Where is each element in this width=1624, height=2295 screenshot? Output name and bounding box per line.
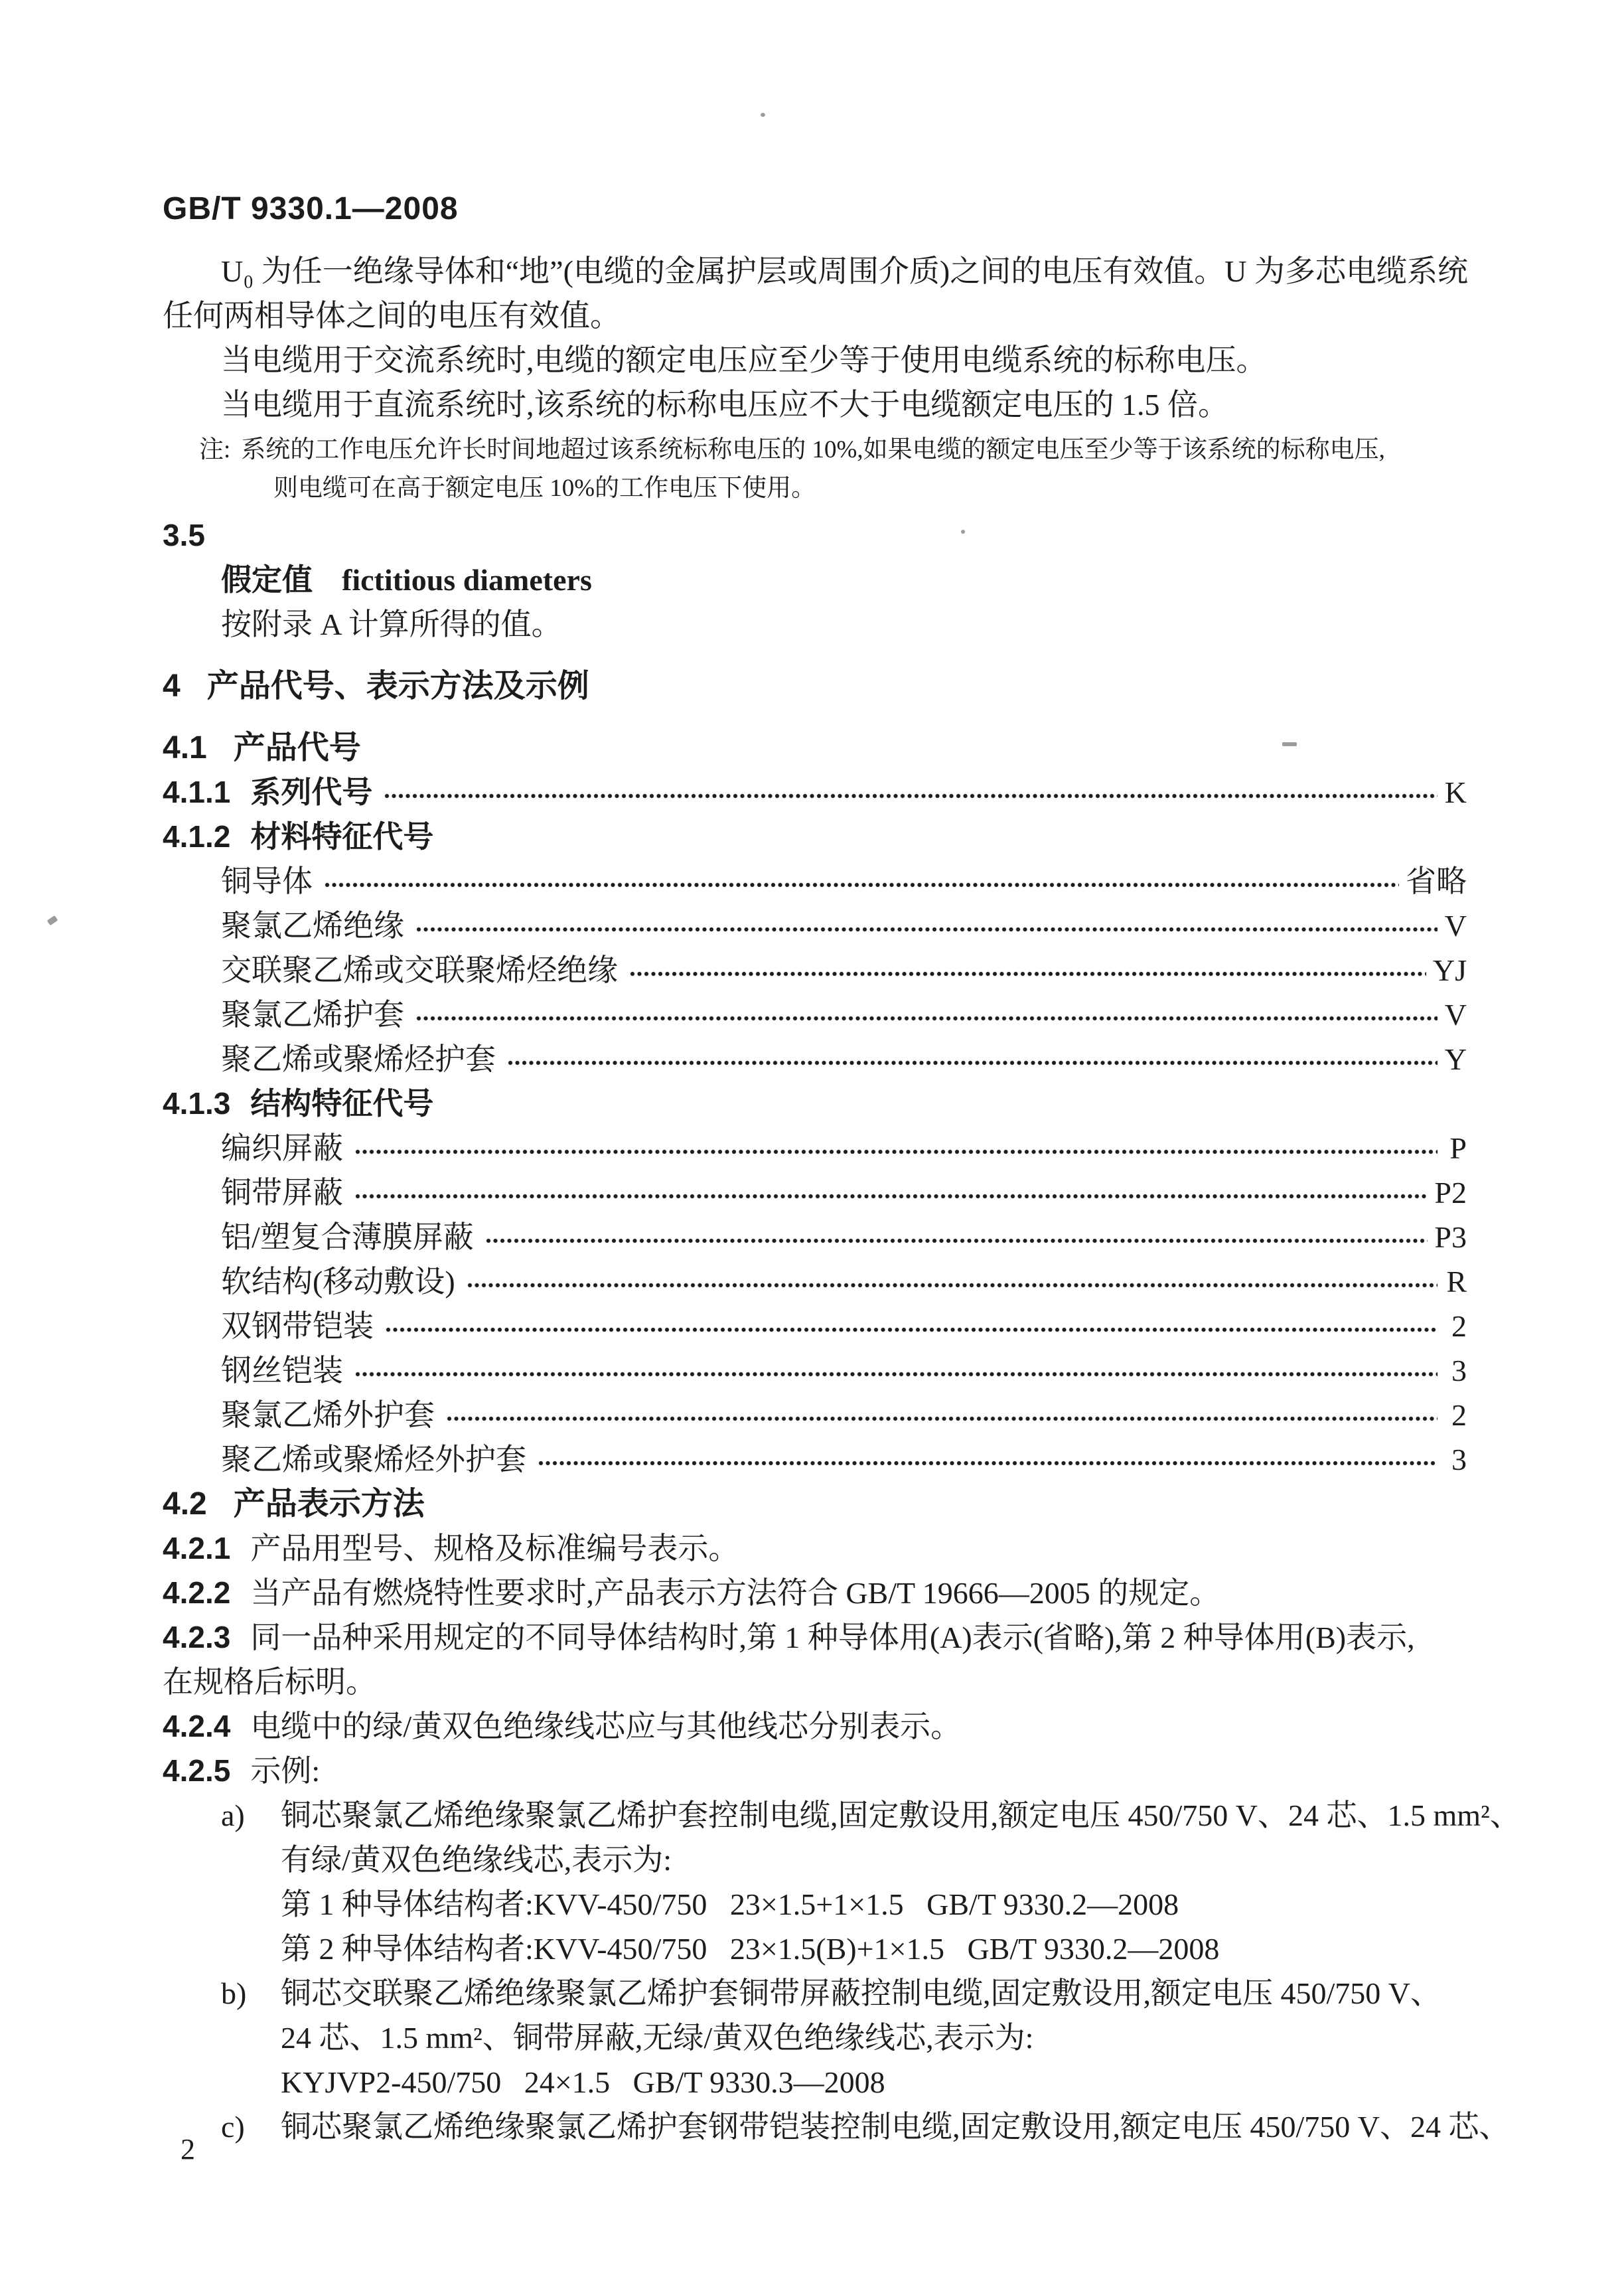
- dotted-leader: [355, 1348, 1438, 1393]
- code-list-row: 聚乙烯或聚烯烃外护套 3: [163, 1437, 1467, 1482]
- dotted-leader: [384, 770, 1438, 815]
- code-list-row: 4.1.3 结构特征代号: [163, 1086, 434, 1121]
- code-list-row: 铜导体 省略: [163, 859, 1467, 904]
- clause-3-5-number: 3.5: [163, 518, 205, 552]
- dotted-leader: [467, 1259, 1438, 1304]
- term-chinese: 假定值: [221, 562, 313, 597]
- clause-4-2-2: 4.2.2 当产品有燃烧特性要求时,产品表示方法符合 GB/T 19666—2005 的规定。: [163, 1575, 1220, 1610]
- code-list-row: 聚氯乙烯护套 V: [163, 992, 1467, 1037]
- clause-4-number: 4: [163, 669, 181, 704]
- ac-system-paragraph: 当电缆用于交流系统时,电缆的额定电压应至少等于使用电缆系统的标称电压。: [221, 343, 1267, 377]
- spacer: [163, 708, 1467, 726]
- example-c-marker: c): [221, 2110, 245, 2144]
- example-b: [163, 1971, 1467, 2104]
- code-value: 3: [1451, 1443, 1467, 1476]
- clause-4-heading: [163, 664, 1467, 708]
- note-line1: [199, 431, 1467, 469]
- scan-artifact: [761, 113, 765, 117]
- code-value: YJ: [1432, 953, 1467, 987]
- code-list-row: 交联聚乙烯或交联聚烯烃绝缘 YJ: [163, 948, 1467, 992]
- clause-4-2-title: 产品表示方法: [233, 1486, 425, 1522]
- dotted-leader: [447, 1393, 1438, 1437]
- dotted-leader: [325, 859, 1399, 904]
- code-list-row: 铜带屏蔽 P2: [163, 1170, 1467, 1215]
- code-value: V: [1444, 998, 1467, 1032]
- clause-4-1-heading: [163, 726, 1467, 770]
- code-value: 2: [1451, 1309, 1467, 1343]
- code-list-row: 4.1.2 材料特征代号: [163, 819, 434, 854]
- clause-4-1-number: 4.1: [163, 730, 207, 765]
- code-list-row: 编织屏蔽 P: [163, 1126, 1467, 1170]
- example-a: [163, 1793, 1520, 1971]
- dotted-leader: [355, 1170, 1428, 1215]
- code-list-row: 软结构(移动敷设) R: [163, 1259, 1467, 1304]
- example-a-line1: a) 铜芯聚氯乙烯绝缘聚氯乙烯护套控制电缆,固定敷设用,额定电压 450/750 V、24 芯、1.5 mm²、: [281, 1793, 1467, 1838]
- code-value: P3: [1434, 1220, 1467, 1254]
- code-list-row: 钢丝铠装 3: [163, 1348, 1467, 1393]
- doc-number-header: GB/T 9330.1—2008: [163, 191, 459, 226]
- dotted-leader: [416, 992, 1438, 1037]
- spacer: [163, 647, 1467, 664]
- code-list-row: 聚氯乙烯外护套 2: [163, 1393, 1467, 1437]
- clause-4-2-number: 4.2: [163, 1486, 207, 1522]
- dotted-leader: [486, 1215, 1428, 1259]
- dotted-leader: [630, 948, 1426, 992]
- example-b-marker: b): [221, 1976, 247, 2010]
- code-value: 3: [1451, 1354, 1467, 1387]
- definition-paragraph-line1: U₀ 为任一绝缘导体和“地”(电缆的金属护层或周围介质)之间的电压有效值。U 为多芯电缆系统: [221, 254, 1468, 288]
- code-value: 省略: [1406, 864, 1467, 898]
- code-value: K: [1444, 775, 1467, 809]
- example-a-designation1: 第 1 种导体结构者:KVV-450/750 23×1.5+1×1.5 GB/T 9330.2—2008: [281, 1887, 1179, 1921]
- definition-paragraph-line2: 任何两相导体之间的电压有效值。: [163, 299, 621, 333]
- example-b-line2: 24 芯、1.5 mm²、铜带屏蔽,无绿/黄双色绝缘线芯,表示为:: [281, 2021, 1034, 2055]
- clause-4-2-3-line1: 4.2.3 同一品种采用规定的不同导体结构时,第 1 种导体用(A)表示(省略),第 2 种导体用(B)表示,: [163, 1620, 1415, 1654]
- clause-4-2-3-line2: 在规格后标明。: [163, 1665, 376, 1699]
- code-value: P: [1449, 1131, 1467, 1165]
- scan-artifact: [1282, 742, 1297, 746]
- code-list-row: 双钢带铠装 2: [163, 1304, 1467, 1348]
- note-label: 注:: [199, 436, 231, 463]
- term-english: fictitious diameters: [342, 563, 592, 597]
- dotted-leader: [355, 1126, 1438, 1170]
- example-a-line2: 有绿/黄双色绝缘线芯,表示为:: [281, 1843, 672, 1877]
- note-text-line2: 则电缆可在高于额定电压 10%的工作电压下使用。: [273, 475, 816, 502]
- dc-system-paragraph: 当电缆用于直流系统时,该系统的标称电压应不大于电缆额定电压的 1.5 倍。: [221, 388, 1228, 422]
- example-a-marker: a): [221, 1798, 245, 1832]
- code-value: 2: [1451, 1398, 1467, 1432]
- clause-4-title: 产品代号、表示方法及示例: [206, 669, 589, 704]
- spacer: [163, 229, 1467, 249]
- code-list-row: 聚乙烯或聚烯烃护套 Y: [163, 1037, 1467, 1081]
- example-b-designation: KYJVP2-450/750 24×1.5 GB/T 9330.3—2008: [281, 2065, 885, 2099]
- scan-artifact: [47, 915, 58, 925]
- dotted-leader: [386, 1304, 1438, 1348]
- note-text-line1: 系统的工作电压允许长时间地超过该系统标称电压的 10%,如果电缆的额定电压至少等于该系统的标称电压,: [241, 436, 1385, 463]
- clause-4-1-title: 产品代号: [233, 730, 361, 765]
- example-c: [163, 2104, 1510, 2149]
- code-value: P2: [1434, 1176, 1467, 1210]
- scan-artifact: [961, 530, 965, 534]
- term-definition: 按附录 A 计算所得的值。: [221, 607, 562, 641]
- example-c-line1: c) 铜芯聚氯乙烯绝缘聚氯乙烯护套钢带铠装控制电缆,固定敷设用,额定电压 450/750 V、24 芯、: [281, 2104, 1467, 2149]
- code-list-row: 聚氯乙烯绝缘 V: [163, 904, 1467, 948]
- code-value: R: [1446, 1265, 1467, 1299]
- example-a-designation2: 第 2 种导体结构者:KVV-450/750 23×1.5(B)+1×1.5 GB/T 9330.2—2008: [281, 1932, 1220, 1966]
- term-line: [163, 558, 1467, 602]
- code-value: Y: [1444, 1042, 1467, 1076]
- clause-4-2-5: 4.2.5 示例:: [163, 1753, 321, 1788]
- note-block: [163, 431, 1467, 508]
- page-number: 2: [181, 2133, 195, 2166]
- clause-4-2-heading: [163, 1482, 1467, 1526]
- example-b-line1: b) 铜芯交联聚乙烯绝缘聚氯乙烯护套铜带屏蔽控制电缆,固定敷设用,额定电压 450/750 V、: [281, 1971, 1467, 2016]
- page-content: [163, 189, 1520, 2149]
- code-list-row: 4.1.1 系列代号 K: [163, 770, 1467, 815]
- clause-4-2-1: 4.2.1 产品用型号、规格及标准编号表示。: [163, 1531, 739, 1565]
- dotted-leader: [416, 904, 1438, 948]
- clause-4-2-4: 4.2.4 电缆中的绿/黄双色绝缘线芯应与其他线芯分别表示。: [163, 1709, 962, 1743]
- dotted-leader: [508, 1037, 1438, 1081]
- code-list-row: 铝/塑复合薄膜屏蔽 P3: [163, 1215, 1467, 1259]
- dotted-leader: [538, 1437, 1438, 1482]
- code-value: V: [1444, 909, 1467, 943]
